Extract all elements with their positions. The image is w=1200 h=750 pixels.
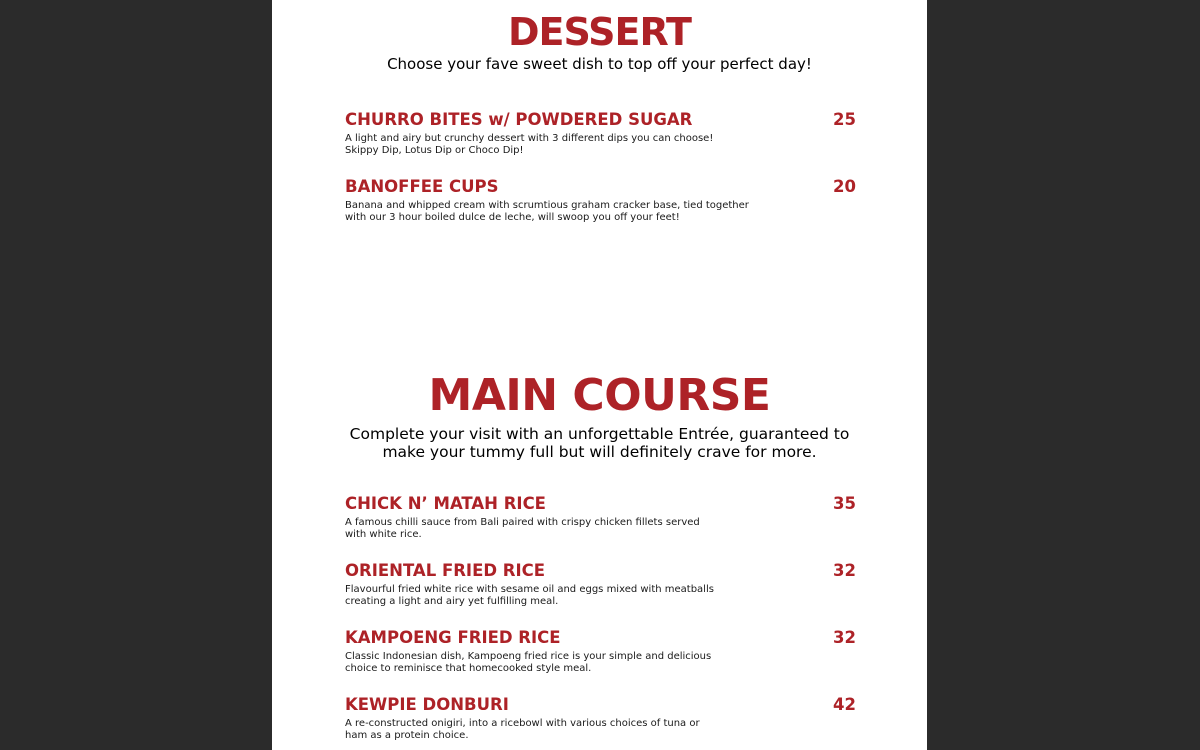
menu-item-name: CHURRO BITES w/ POWDERED SUGAR (345, 110, 693, 129)
main-course-section-title: MAIN COURSE (428, 370, 771, 421)
dessert-section-title: DESSERT (508, 10, 691, 54)
menu-item-price: 42 (833, 695, 856, 714)
menu-item-description: A re-constructed onigiri, into a ricebowl with various choices of tuna or ham as a protein choice. (345, 718, 700, 741)
menu-item-price: 32 (833, 628, 856, 647)
menu-item-description: A light and airy but crunchy dessert with 3 different dips you can choose! Skippy Dip, Lotus Dip or Choco Dip! (345, 133, 714, 156)
menu-item-name: CHICK N’ MATAH RICE (345, 494, 546, 513)
menu-item-description: A famous chilli sauce from Bali paired with crispy chicken fillets served with white rice. (345, 517, 700, 540)
menu-page (272, 0, 927, 750)
menu-item-name: ORIENTAL FRIED RICE (345, 561, 546, 580)
menu-item-description: Flavourful fried white rice with sesame oil and eggs mixed with meatballs creating a light and airy yet fulfilling meal. (345, 584, 714, 607)
menu-item-name: BANOFFEE CUPS (345, 177, 499, 196)
menu-item-description: Banana and whipped cream with scrumtious graham cracker base, tied together with our 3 hour boiled dulce de leche, will swoop you off your feet! (345, 200, 749, 223)
menu-item-price: 25 (833, 110, 856, 129)
menu-item-price: 32 (833, 561, 856, 580)
main-course-section-subtitle: Complete your visit with an unforgettable Entrée, guaranteed to make your tummy full but will definitely crave for more. (349, 425, 850, 461)
dessert-section-subtitle: Choose your fave sweet dish to top off your perfect day! (387, 55, 812, 73)
menu-item-name: KAMPOENG FRIED RICE (345, 628, 561, 647)
menu-item-description: Classic Indonesian dish, Kampoeng fried rice is your simple and delicious choice to reminisce that homecooked style meal. (345, 651, 712, 674)
menu-item-name: KEWPIE DONBURI (345, 695, 509, 714)
menu-item-price: 20 (833, 177, 856, 196)
menu-item-price: 35 (833, 494, 856, 513)
